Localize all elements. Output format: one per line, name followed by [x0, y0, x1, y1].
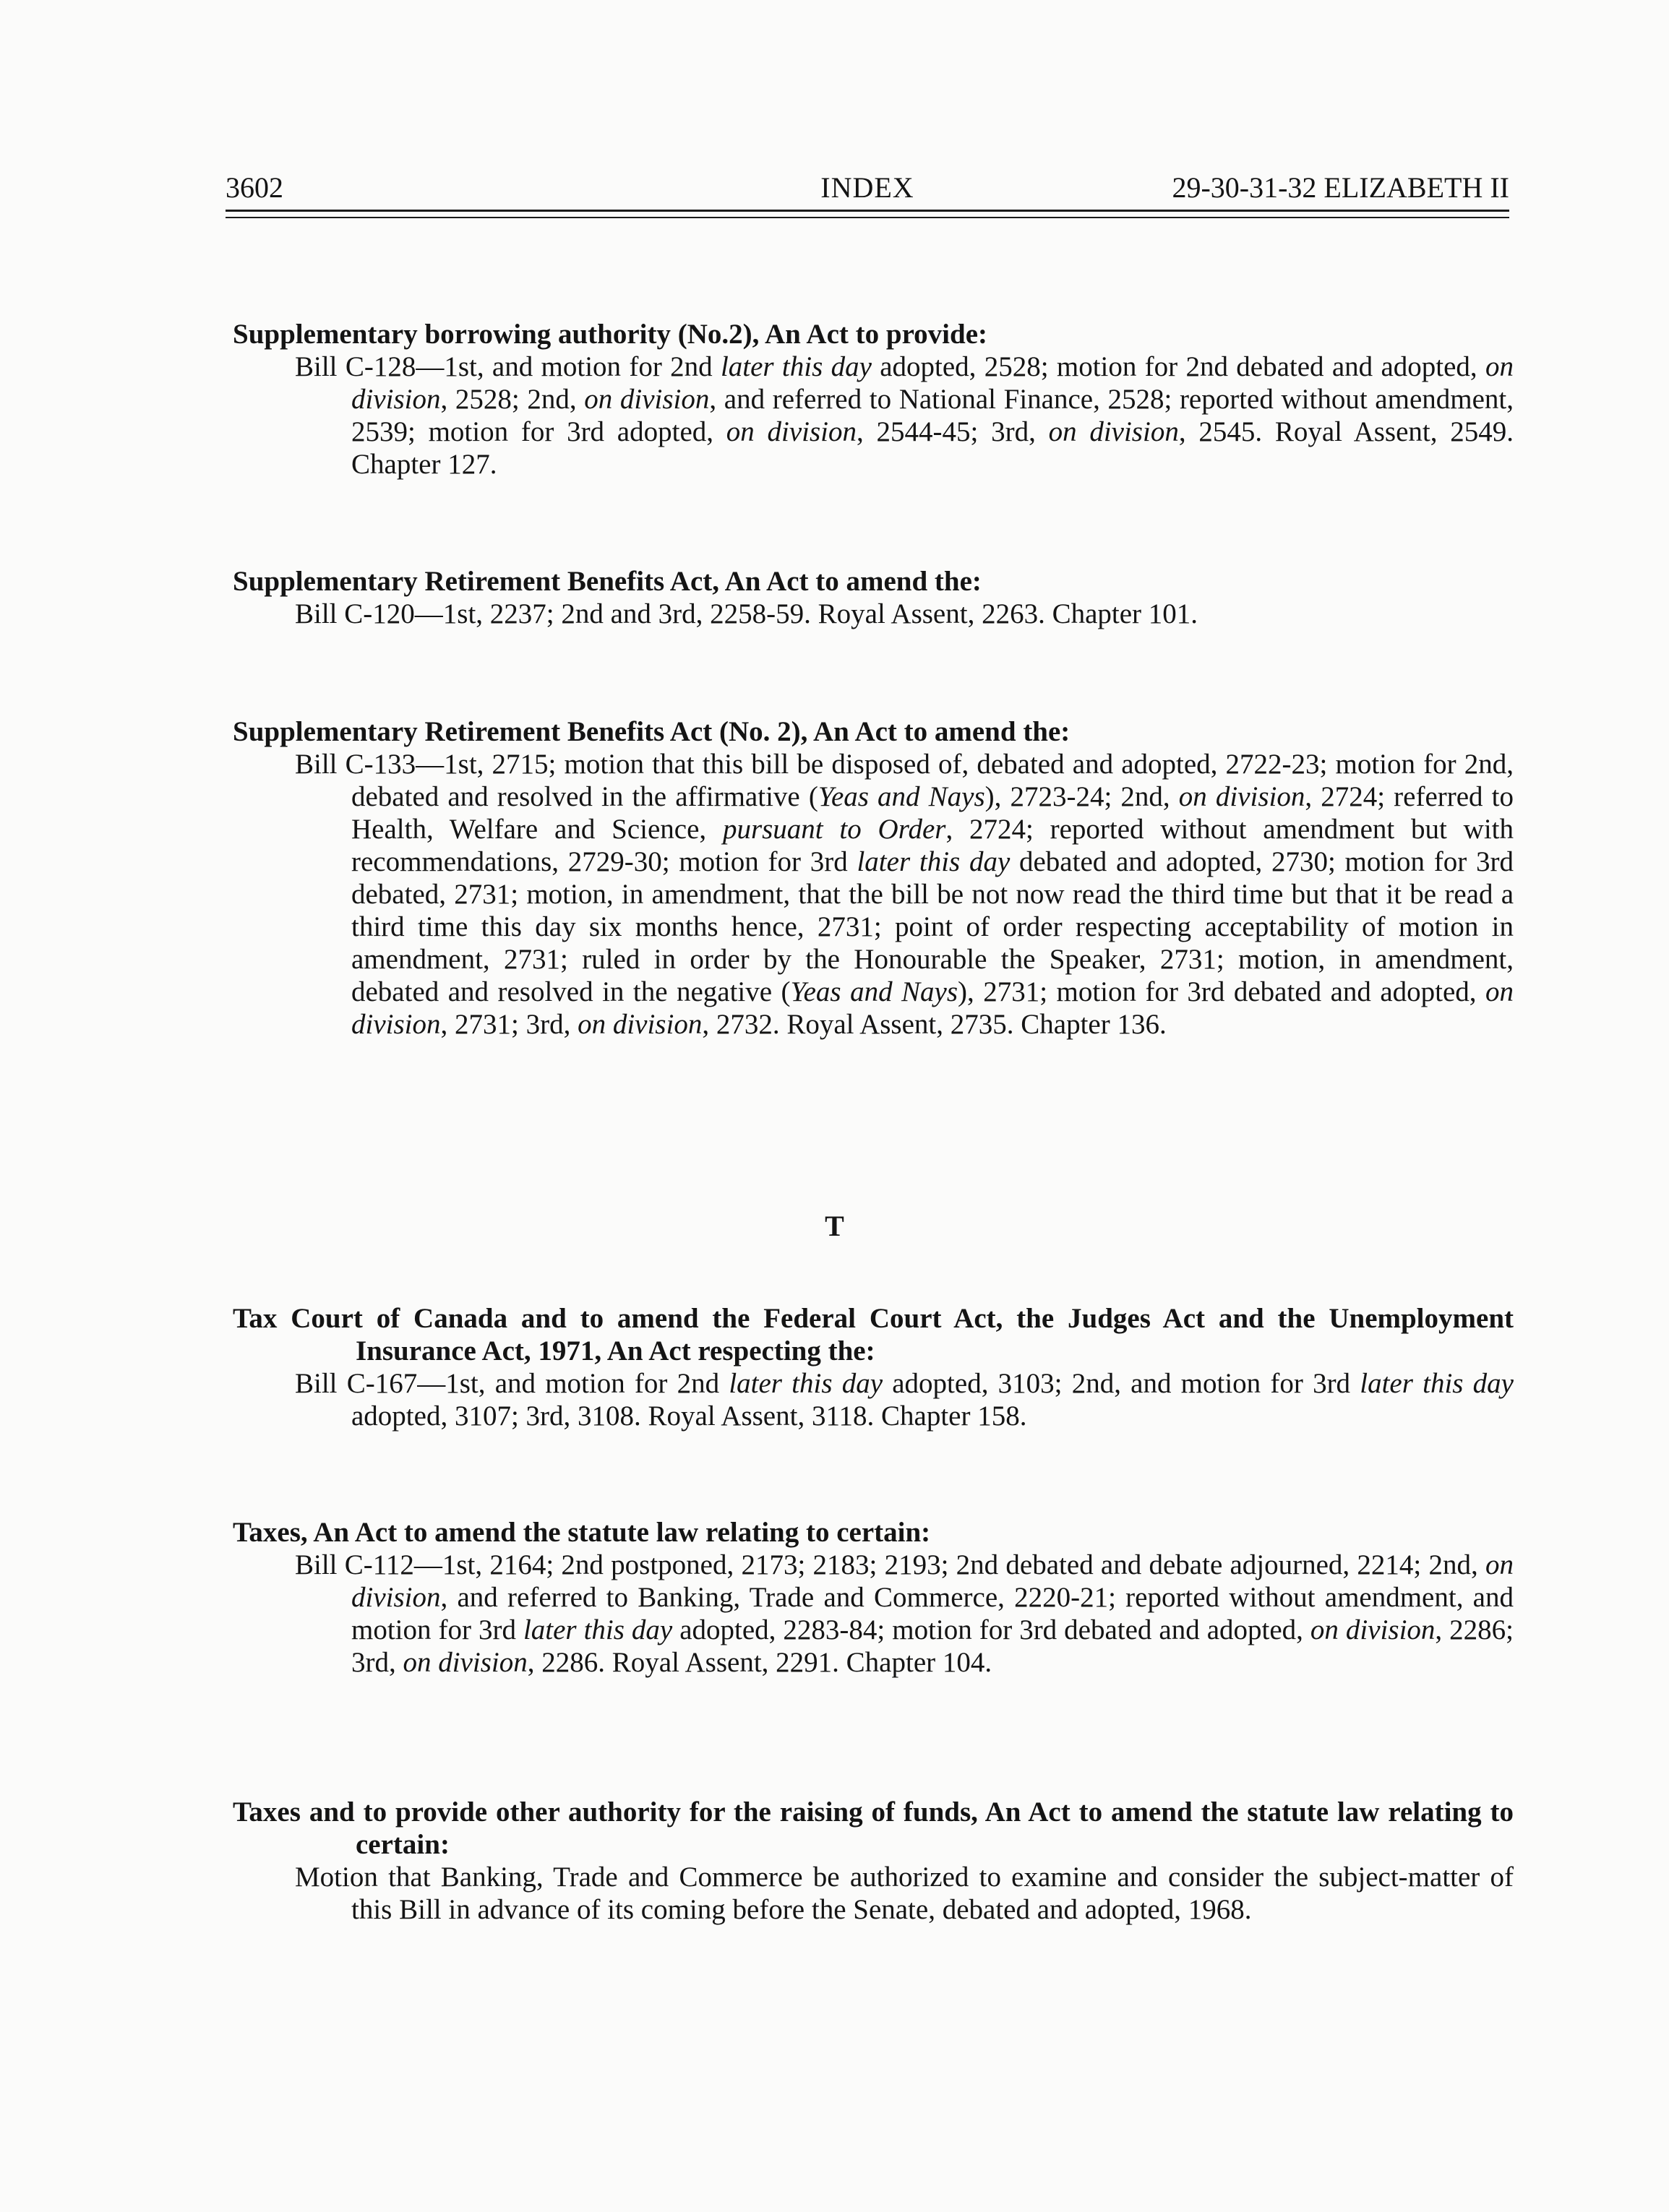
index-entry [233, 715, 1514, 1041]
entry-heading: Supplementary Retirement Benefits Act, An Act to amend the: [233, 566, 982, 597]
entry-heading: Taxes, An Act to amend the statute law relating to certain: [233, 1517, 931, 1548]
header-rule-thick [226, 210, 1509, 212]
entry-body: Bill C-133—1st, 2715; motion that this bill be disposed of, debated and adopted, 2722-23; motion for 2nd, debated and resolved in the affirmative (Yeas and Nays), 2723-24; 2nd, on division, 2724; referred to Health, Welfare and Science, pursuant to Order, 2724; reported without amendment but with recommendations, 2729-30; motion for 3rd later this day debated and adopted, 2730; motion for 3rd debated, 2731; motion, in amendment, that the bill be not now read the third time but that it be read a third time this day six months hence, 2731; point of order respecting acceptability of motion in amendment, 2731; ruled in order by the Honourable the Speaker, 2731; motion, in amendment, debated and resolved in the negative (Yeas and Nays), 2731; motion for 3rd debated and adopted, on division, 2731; 3rd, on division, 2732. Royal Assent, 2735. Chapter 136. [295, 749, 1514, 1040]
entry-heading: Tax Court of Canada and to amend the Federal Court Act, the Judges Act and the Unemployment Insurance Act, 1971, An Act respecting the: [233, 1303, 1514, 1367]
section-letter: T [825, 1210, 844, 1242]
index-entry [233, 1796, 1514, 1926]
entry-body: Bill C-167—1st, and motion for 2nd later this day adopted, 3103; 2nd, and motion for 3rd later this day adopted, 3107; 3rd, 3108. Royal Assent, 3118. Chapter 158. [295, 1368, 1514, 1432]
entry-body: Bill C-120—1st, 2237; 2nd and 3rd, 2258-59. Royal Assent, 2263. Chapter 101. [295, 598, 1198, 629]
index-entry [233, 1302, 1514, 1432]
index-entry [233, 318, 1514, 481]
entry-body: Motion that Banking, Trade and Commerce be authorized to examine and consider the subject-matter of this Bill in advance of its coming before the Senate, debated and adopted, 1968. [295, 1862, 1514, 1925]
index-entry [233, 1516, 1514, 1679]
page-header [226, 166, 1509, 210]
entry-heading: Supplementary Retirement Benefits Act (No. 2), An Act to amend the: [233, 716, 1071, 747]
page-number: 3602 [226, 171, 283, 204]
header-reign: 29-30-31-32 ELIZABETH II [1172, 171, 1509, 204]
entry-heading: Taxes and to provide other authority for the raising of funds, An Act to amend the statute law relating to certain: [233, 1796, 1514, 1860]
index-entry [233, 565, 1514, 630]
header-title: INDEX [820, 171, 914, 204]
entry-body: Bill C-112—1st, 2164; 2nd postponed, 2173; 2183; 2193; 2nd debated and debate adjourned, 2214; 2nd, on division, and referred to Banking, Trade and Commerce, 2220-21; reported without amendment, and motion for 3rd later this day adopted, 2283-84; motion for 3rd debated and adopted, on division, 2286; 3rd, on division, 2286. Royal Assent, 2291. Chapter 104. [295, 1549, 1514, 1678]
header-rule-thin [226, 217, 1509, 218]
entry-body: Bill C-128—1st, and motion for 2nd later this day adopted, 2528; motion for 2nd debated and adopted, on division, 2528; 2nd, on division, and referred to National Finance, 2528; reported without amendment, 2539; motion for 3rd adopted, on division, 2544-45; 3rd, on division, 2545. Royal Assent, 2549. Chapter 127. [295, 351, 1514, 480]
entry-heading: Supplementary borrowing authority (No.2), An Act to provide: [233, 319, 987, 350]
